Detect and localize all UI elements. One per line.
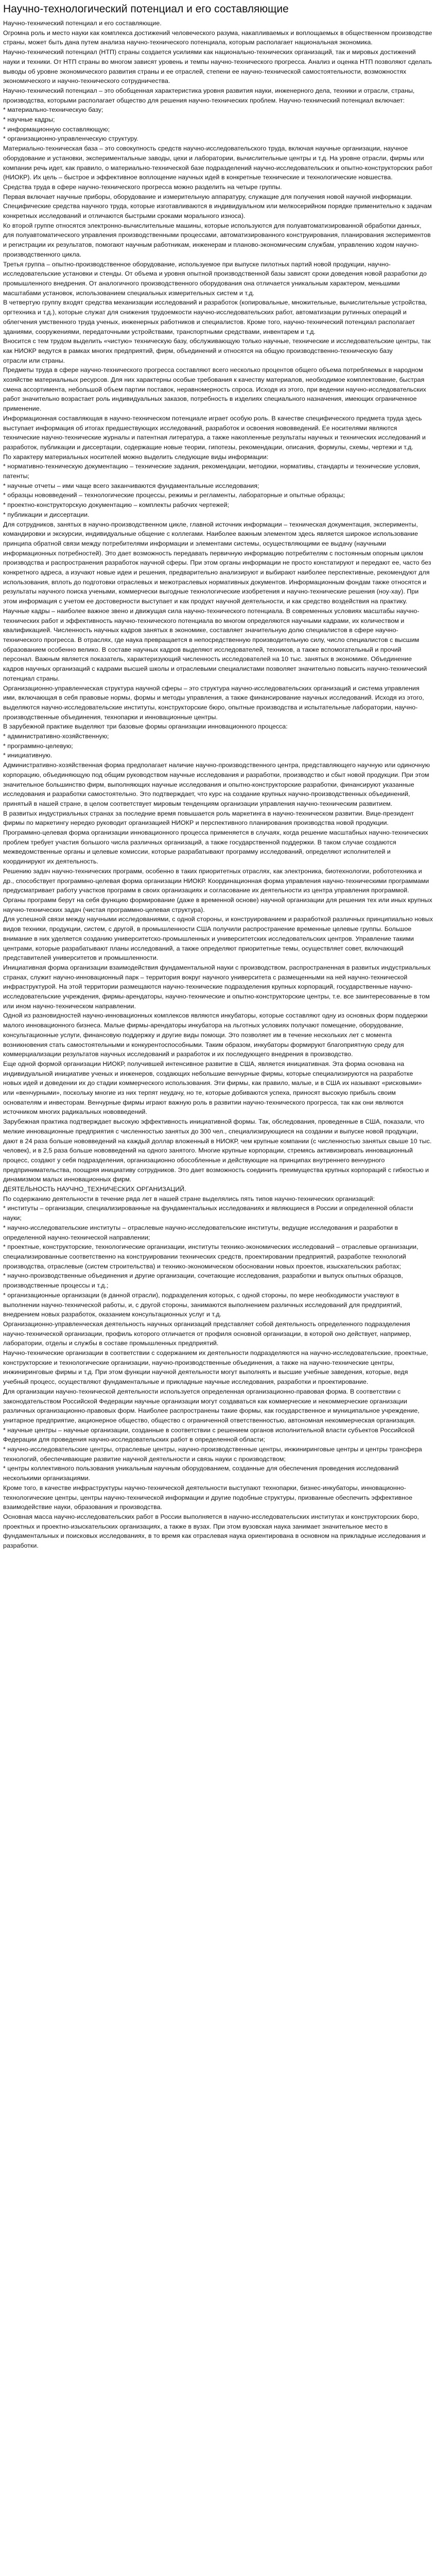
paragraph: отрасли или страны. xyxy=(3,357,65,364)
paragraph: * научные кадры; xyxy=(3,116,55,124)
paragraph: Программно-целевая форма организации инновационного процесса применяется в случаях, когда решение масштабных научно-технических проблем требует участия большого числа различных организаций, а также государственной поддержки. В таком случае создаются межведомственные органы и целевые комиссии, которые разрабатывают программу исследований, определяют исполнителей и координируют их деятельность. xyxy=(3,829,428,866)
paragraph: Для сотрудников, занятых в научно-производственном цикле, главной источник информации – техническая документация, эксперименты, командировки и экскурсии, индивидуальные общение с коллегами. Наиболее важным элементом здесь является широкое использование принципа обратной связи между потребителями информации и элементами системы, осуществляющими ее выдачу (научными информационных потребностей). Это дает возможность передавать первичную информацию потребителям с постоянным опорным циклом производства и распространения разработок научной сферы. При этом органы информации не просто констатируют и передают ее, часто без конкретного адреса, а изучают новые идеи и решения, предварительно анализируют и выбирают наиболее перспективные, рекомендуют для использования, вплоть до подготовки отраслевых и межотраслевых нормативных документов. Информационным фондам также относятся и результаты научного поиска учеными, коммерчески выгодные технологические изобретения и научно-технические решения (ноу-хау). При этом информация с учетом ее достоверности выступает и как продукт научной деятельности, и как средство воздействия на практику. xyxy=(3,520,431,605)
paragraph: Основная масса научно-исследовательских работ в России выполняется в научно-исследовательских институтах и конструкторских бюро, проектных и проектно-изыскательских организациях, а также в вузах. При этом вузовская наука занимает значительное место в фундаментальных и поисковых исследованиях, в то время как отраслевая наука ориентирована в основном на прикладные исследования и разработки. xyxy=(3,1513,426,1550)
paragraph: * инициативную. xyxy=(3,752,53,759)
paragraph: * научные центры – научные организации, созданные в соответствии с решением органов исполнительной власти субъектов Российской Федерации для проведения научно-исследовательских работ в определенной области; xyxy=(3,1426,415,1444)
paragraph: Научно-технический потенциал (НТП) страны создается усилиями как национально-технических организаций, так и мировых достижений науки и техники. От НТП страны во многом зависят уровень и темпы научно-технического прогресса. Анализ и оценка НТП позволяют сделать выводы об уровне экономического развития страны и ее отраслей, степени ее научно-технической самостоятельности, возможностях экономического и научно-технического сотрудничества. xyxy=(3,48,432,85)
paragraph: Кроме того, в качестве инфраструктуры научно-технической деятельности выступают технопарки, бизнес-инкубаторы, инновационно-технологические центры, центры научно-технической информации и другие подобные структуры, призванные обеспечить эффективное взаимодействие науки, образования и производства. xyxy=(3,1484,413,1511)
paragraph: В зарубежной практике выделяют три базовые формы организации инновационного процесса: xyxy=(3,723,288,731)
paragraph: * научно-исследовательские центры, отраслевые центры, научно-производственные центры, инжиниринговые центры и центры трансфера технологий, обеспечивающие развитие научной деятельности и связь науки с производством; xyxy=(3,1446,422,1463)
paragraph: В четвертую группу входят средства механизации исследований и разработок (копировальные, множительные, вычислительные устройства, оргтехника и т.д.), которые служат для снижения трудоемкости научно-исследовательских работ, автоматизации рутинных операций и облегчения умственного труда ученых, инженерных работников и специалистов. Кроме того, научно-технический потенциал располагает зданиями, сооружениями, передаточными устройствами, транспортными средствами, инвентарем и т.д. xyxy=(3,299,427,335)
paragraph: * организационно-управленческую структуру. xyxy=(3,135,138,143)
paragraph: Решению задач научно-технических программ, особенно в таких приоритетных отраслях, как электроника, биотехнологии, робототехника и др., способствует программно-целевая форма организации НИОКР. Координационная форма управления научно-техническими программами предусматривает работу участков программ в своих организациях и согласование их деятельности из центра управления программой. Органы программ берут на себя функцию формирование (даже в временной основе) научной организации для решения тех или иных крупных научно-технических задач (чистая программно-целевая структура). xyxy=(3,867,432,913)
paragraph: * информационную составляющую; xyxy=(3,125,110,133)
paragraph: * нормативно-техническую документацию – технические задания, рекомендации, методики, нормативы, стандарты и технические условия, патенты; xyxy=(3,463,421,480)
paragraph: * проектно-конструкторскую документацию – комплекты рабочих чертежей; xyxy=(3,501,230,509)
paragraph: * проектные, конструкторские, технологические организации, институты технико-экономических исследований – отраслевые организации, специализированные соответственно на конструировании технических средств, проектировании предприятий, разработке технологий производства, отраслевые (систем строительства) и технико-экономическом обосновании новых проектов, изыскательских работах; xyxy=(3,1243,418,1270)
paragraph: Для успешной связи между научными исследованиями, с одной стороны, и конструированием и разработкой различных принципиально новых видов техники, продукции, систем, с другой, в промышленности США получили распространение временные целевые группы. Большое внимание в них уделяется созданию университетско-промышленных и университетских исследовательских центров. Управление такими центрами, которые разрабатывают планы исследований, а также определяют приоритетные темы, осуществляет совет, включающий представителей университетов и промышленности. xyxy=(3,916,433,962)
paragraph: Для организации научно-технической деятельности используется определенная организационно-правовая форма. В соответствии с законодательством Российской Федерации научные организации могут создаваться как коммерческие и некоммерческие организации различных организационно-правовых форм. Наиболее распространены такие формы, как государственное и муниципальное учреждение, унитарное предприятие, акционерное общество, общество с ограниченной ответственностью, автономная некоммерческая организация. xyxy=(3,1387,420,1424)
paragraph: * административно-хозяйственную; xyxy=(3,733,109,740)
paragraph: Огромна роль и место науки как комплекса достижений человеческого разума, накапливаемых и воплощаемых в общественном производстве страны, может быть дана путем анализа научно-технического потенциала, которым располагает национальная экономика. xyxy=(3,29,432,46)
paragraph: Материально-техническая база – это совокупность средств научно-исследовательского труда, включая научные организации, научное оборудование и установки, экспериментальные заводы, цехи и лаборатории, вычислительные центры и т.д. На уровне отрасли, фирмы или компании речь идет, как правило, о материально-технической базе подразделений научно-исследовательских и опытно-конструкторских работ (НИОКР). Их цель – быстрое и эффективное воплощение научных идей в конкретные технические и технологические новшества. xyxy=(3,145,433,181)
paragraph: Еще одной формой организации НИОКР, получившей интенсивное развитие в США, является инициативная. Эта форма основана на индивидуальной инициативе ученых и инженеров, создающих небольшие венчурные фирмы, которые специализируются на разработке новых идей и доведении их до стадии коммерческого использования. Эти фирмы, как правило, малые, и в США их называют «рисковыми» или «венчурными», поскольку многие из них терпят неудачу, но те, которые добиваются успеха, приносят высокую прибыль своим основателям и инвесторам. Венчурные фирмы играют важную роль в развитии научно-технического прогресса, так как они являются источником многих радикальных нововведений. xyxy=(3,1060,422,1116)
paragraph: * программно-целевую; xyxy=(3,742,73,750)
paragraph: * центры коллективного пользования уникальным научным оборудованием, созданные для обеспечения проведения исследований несколькими организациями. xyxy=(3,1465,399,1482)
paragraph: * публикации и диссертации. xyxy=(3,511,90,518)
paragraph: Ко второй группе относятся электронно-вычислительные машины, которые используются для полуавтоматизированной обработки данных, для полуавтоматического управления производственными процессами, автоматизированного конструирования, планирования экспериментов и регистрации их результатов, помогают научным работникам, инженерам и планово-экономическим службам, управлению ходом научно-производственного цикла. xyxy=(3,222,431,258)
paragraph: Научно-технический потенциал – это обобщенная характеристика уровня развития науки, инженерного дела, техники и отрасли, страны, производства, которыми располагает общество для решения научно-технических проблем. Научно-технический потенциал включает: xyxy=(3,87,415,104)
paragraph: Средства труда в сфере научно-технического прогресса можно разделить на четыре группы. xyxy=(3,183,282,191)
paragraph: По характеру материальных носителей можно выделить следующие виды информации: xyxy=(3,453,269,461)
paragraph: Научные кадры – наиболее важное звено и движущая сила научно-технического потенциала. В современных условиях масштабы научно-технических работ и эффективность научно-технического потенциала во многом определяются научными кадрами, их количеством и квалификацией. Численность научных кадров занятых в экономике, составляет значительную долю специалистов в сфере научно-технического прогресса. В отраслях, где наука превращается в непосредственную производительную силу, число специалистов с высшим образованием особенно велико. В составе научных кадров выделяют исследователей, техников, а также вспомогательный и прочий персонал. Важным является показатель, характеризующий численность исследователей на 10 тыс. занятых в экономике. Объединение кадров научных организаций с кадрами высшей школы и отраслевыми специалистами позволяет значительно повысить научно-технический потенциал страны. xyxy=(3,607,427,682)
paragraph: Вносится с тем трудом выделить «чистую» техническую базу, обслуживающую только научные, технические и исследовательские центры, так как НИОКР ведутся в рамках многих предприятий, фирм, объединений и относятся на общую производственно-техническую базу xyxy=(3,337,431,354)
document-body xyxy=(3,19,433,1551)
document-title: Научно-технологический потенциал и его составляющие xyxy=(3,3,289,15)
paragraph: Научно-технический потенциал и его составляющие. xyxy=(3,20,162,27)
paragraph: * научно-производственные объединения и другие организации, сочетающие исследования, разработки и выпуск опытных образцов, производственные процессы и т.д.; xyxy=(3,1272,403,1290)
paragraph: * научные отчеты – ими чаще всего заканчиваются фундаментальные исследования; xyxy=(3,482,259,489)
paragraph: * институты – организации, специализированные на фундаментальных исследованиях и являющиеся в России и определенной области науки; xyxy=(3,1205,413,1222)
paragraph: Организационно-управленческая структура научной сферы – это структура научно-исследовательских организаций и система управления ими, включающая в себя правовые нормы, формы и методы управления, а также финансирование научных исследований. Исходя из этого, выделяются научно-исследовательские институты, конструкторские бюро, опытные производства и испытательные лаборатории, научно-производственные объединения, технопарки и инновационные центры. xyxy=(3,684,424,721)
paragraph: Научно-технические организации в соответствии с содержанием их деятельности подразделяются на научно-исследовательские, проектные, конструкторские и технологические организации, научно-производственные объединения, а также на научно-технические центры, инжиниринговые фирмы и т.д. При этом функции научной деятельности могут выполнять и высшие учебные заведения, которые, ведя учебный процесс, осуществляют фундаментальные и прикладные научные исследования, разработки и проектирование. xyxy=(3,1349,428,1386)
paragraph: Информационная составляющая в научно-техническом потенциале играет особую роль. В качестве специфического предмета труда здесь выступает информация об итогах предшествующих исследований, разработок и освоения нововведений. Ее носителями являются технические научно-технические журналы и патентная литература, а также накопленные результаты научных и технических исследований и разработок, публикации и диссертации, содержащие новые теории, гипотезы, рекомендации, описания, формулы, схемы, чертежи и т.д. xyxy=(3,414,426,451)
paragraph: * материально-техническую базу; xyxy=(3,106,103,114)
paragraph: В развитых индустриальных странах за последние время повышается роль маркетинга в научно-техническом развитии. Вице-президент фирмы по маркетингу нередко руководит организацией НИОКР и перспективного планирования производства новой продукции. xyxy=(3,809,414,827)
paragraph: Первая включает научные приборы, оборудование и измерительную аппаратуру, служащие для получения новой научной информации. Специфические средства научного труда, которые изготавливаются в индивидуальном или мелкосерийном порядке применительно к задачам конкретных исследований и отличаются быстрыми сроками морального износа). xyxy=(3,193,432,220)
paragraph: Зарубежная практика подтверждает высокую эффективность инициативной формы. Так, обследования, проведенные в США, показали, что мелкие инновационные предприятия с численностью занятых до 300 чел., специализирующиеся на создании и выпуске новой продукции, дают в 24 раза больше нововведений на каждый доллар вложенный в НИОКР, чем крупные компании (с численностью занятых свыше 10 тыс. человек), и в 2,5 раза больше нововведений на одного занятого. Многие крупные корпорации, стремясь активизировать инновационный процесс, создают у себя подразделения, организационно обособленные и действующие на принципах внутреннего венчурного предпринимательства, поощряя инициативу сотрудников. Это дает возможность соединить преимущества крупных корпораций с гибкостью и динамизмом малых инновационных фирм. xyxy=(3,1118,432,1183)
paragraph: * научно-исследовательские институты – отраслевые научно-исследовательские институты, ведущие исследования и разработки в определенной научно-технической направлении; xyxy=(3,1224,398,1241)
paragraph: По содержанию деятельности в течение ряда лет в нашей стране выделялись пять типов научно-технических организаций: xyxy=(3,1195,375,1202)
paragraph: Одной из разновидностей научно-инновационных комплексов являются инкубаторы, которые составляют одну из основных форм поддержки малого инновационного бизнеса. Малые фирмы-арендаторы инкубатора на льготных условиях получают помещение, оборудование, консультационные услуги, финансовую поддержку и другие виды помощи. Это позволяет им в течение нескольких лет с момента возникновения стать самостоятельными и конкурентоспособными. Таким образом, инкубаторы формируют благоприятную среду для коммерциализации результатов научных исследований и разработок и их последующего внедрения в производство. xyxy=(3,1012,428,1058)
paragraph: Третья группа – опытно-производственное оборудование, используемое при выпуске пилотных партий новой продукции, научно-исследовательские установки и стенды. От объема и уровня опытной производственной базы зависят сроки доведения новой разработки до промышленного внедрения. От аналогичного производственного оборудования она отличается уникальным характером, меньшими масштабами установок, использованием специальных измерительных систем и т.д. xyxy=(3,260,427,297)
paragraph: Организационно-управленческая деятельность научных организаций представляет собой деятельность определенного подразделения научно-технической организации, профиль которого отличается от профиля основной организации, в которой оно действует, например, лаборатории, отделы и службы в составе промышленных предприятий. xyxy=(3,1320,411,1347)
paragraph: ДЕЯТЕЛЬНОСТЬ НАУЧНО_ТЕХНИЧЕСКИХ ОРГАНИЗАЦИЙ. xyxy=(3,1185,186,1193)
paragraph: Предметы труда в сфере научно-технического прогресса составляют всего несколько процентов общего объема потребляемых в народном хозяйстве материальных ресурсов. Для них характерны особые требования к качеству материалов, необходимое комплектование, быстрая смена ассортимента, небольшой объем партии поставок, неравномерность спроса. Исходя из этого, при ведении научно-исследовательских работ значительно возрастает роль индивидуальных заказов, потребность в изделиях специального назначения, имеющих ограниченное применение. xyxy=(3,366,426,413)
paragraph: Инициативная форма организации взаимодействия фундаментальной науки с производством, распространенная в развитых индустриальных странах, служит научно-инновационный парк – территория вокруг научного университета с размещенными на ней научно-технической инфраструктурой. На этой территории размещаются научно-технические подразделения крупных корпораций, государственные научно-исследовательские учреждения, фирмы-арендаторы, научно-технические и опытно-конструкторские центры, т.е. все заинтересованные в том или ином научно-техническом направлении. xyxy=(3,963,431,1010)
paragraph: Административно-хозяйственная форма предполагает наличие научно-производственного центра, представляющего научную или одиночную корпорацию, объединяющую под общим руководством научные исследования и разработки, производство и сбыт новой продукции. При этом значительное большинство фирм, выполняющих научные исследования и опытно-конструкторские разработки, финансируют указанные исследования и разработки самостоятельно. Это подтверждает, что курс на создание крупных научно-производственных объединений, принятый в нашей стране, в целом соответствует мировым тенденциям организации управления научно-техническим развитием. xyxy=(3,761,430,807)
paragraph: * организационные организации (в данной отрасли), подразделения которых, с одной стороны, по мере необходимости участвуют в выполнении научно-технической работы, и, с другой стороны, занимаются выполнением различных исследований для предприятий, внедрением новых разработок, оказанием консультационных услуг и т.д. xyxy=(3,1291,402,1318)
paragraph: * образцы нововведений – технологические процессы, режимы и регламенты, лабораторные и опытные образцы; xyxy=(3,492,345,499)
